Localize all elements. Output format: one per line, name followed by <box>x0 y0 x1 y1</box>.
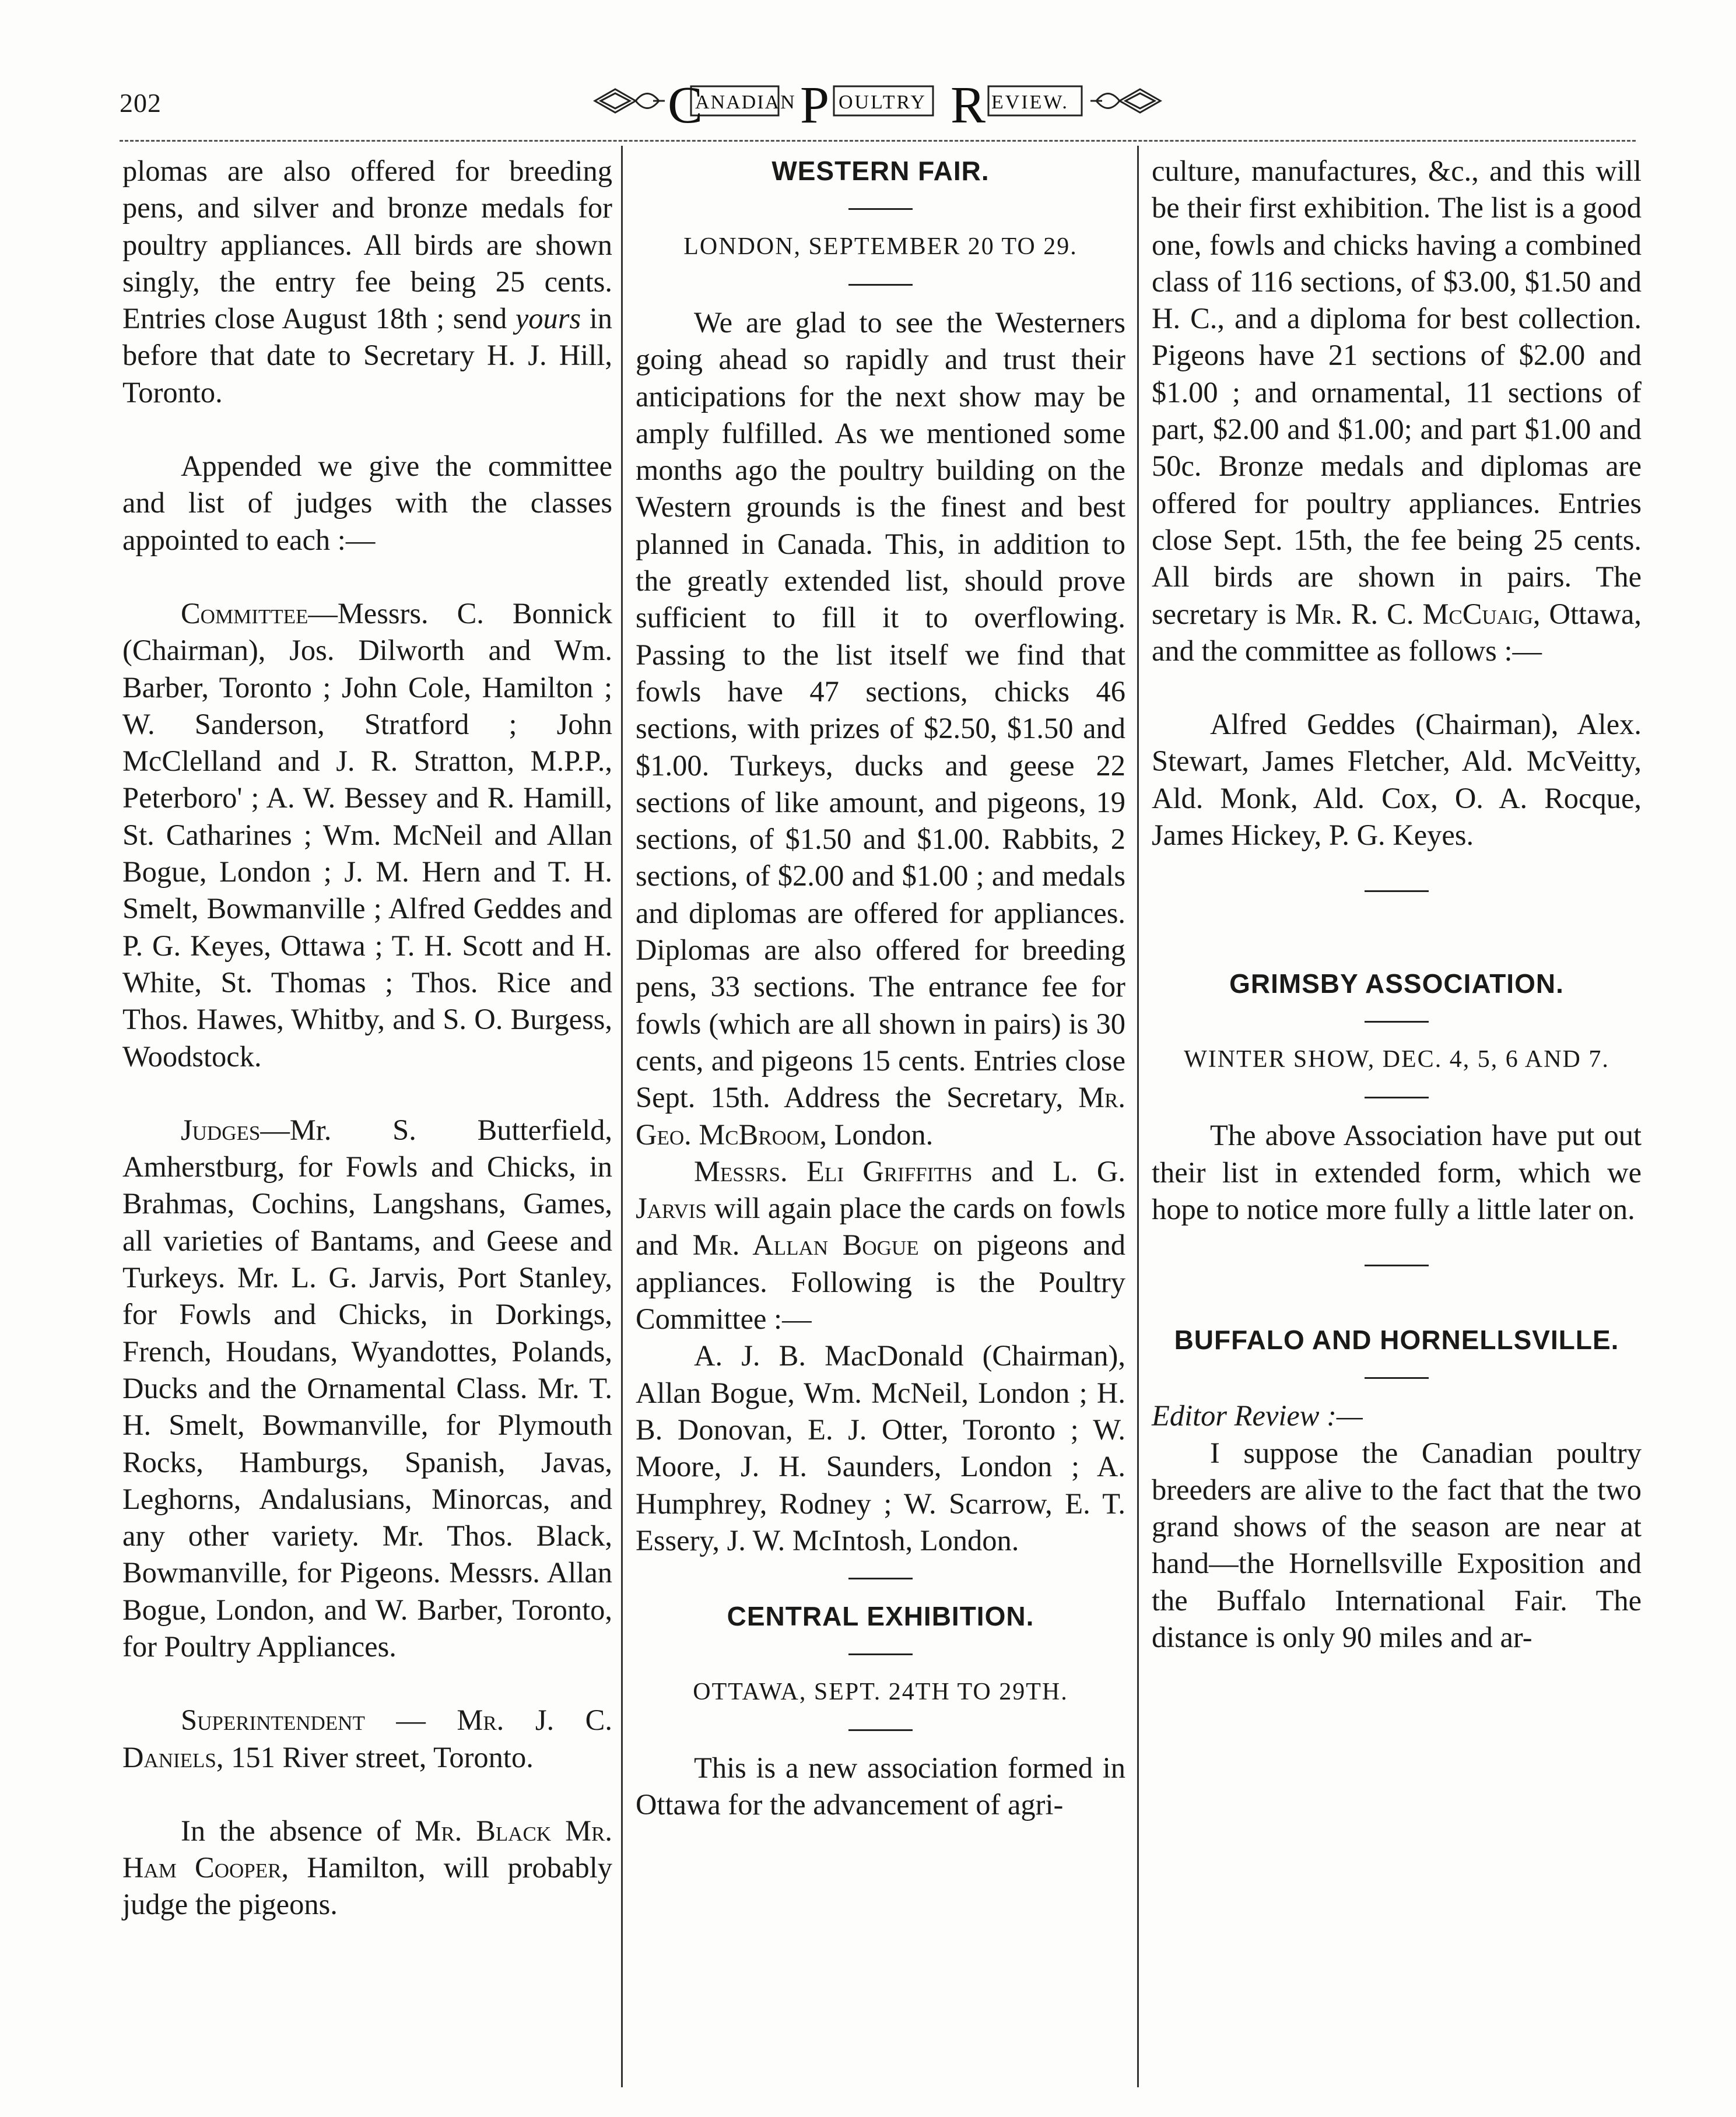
buffalo-heading: BUFFALO AND HORNELLSVILLE. <box>1174 1325 1619 1356</box>
masthead <box>589 69 1166 133</box>
masthead-word-oultry: OULTRY <box>839 92 927 113</box>
western-fair-heading: WESTERN FAIR. <box>771 156 990 186</box>
superintendent-paragraph: Superintendent — Mr. J. C. Daniels, 151 River street, Toronto. <box>122 1704 612 1774</box>
header-rule <box>120 140 1636 142</box>
editor-salutation: Editor Review :— <box>1152 1399 1363 1433</box>
masthead-initial-c: C <box>668 76 703 133</box>
column-divider-right <box>1137 146 1139 2087</box>
judges-paragraph: Judges—Mr. S. Butterfield, Amherstburg, for Fowls and Chicks, in Brahmas, Cochins, Langshans, Games, all varieties of Bantams, and Geese and Turkeys. Mr. L. G. Jarvis, Port Stanley, for Fowls and Chicks, in Dorkings, French, Houdans, Wyandottes, Polands, Ducks and the Ornamental Class. Mr. T. H. Smelt, Bowmanville, for Plymouth Rocks, Hamburgs, Spanish, Javas, Leghorns, Andalusians, Minorcas, and any other variety. Mr. Thos. Black, Bowmanville, for Pigeons. Messrs. Allan Bogue, London, and W. Barber, Toronto, for Poultry Appliances. <box>122 1113 612 1663</box>
masthead-logo <box>589 69 1166 133</box>
column-2 <box>636 153 1125 2077</box>
central-committee-paragraph: Alfred Geddes (Chairman), Alex. Stewart, James Fletcher, Ald. McVeitty, Ald. Monk, Ald. Cox, O. A. Rocque, James Hickey, P. G. Keyes. <box>1152 708 1642 852</box>
masthead-initial-p: P <box>800 76 830 133</box>
column-3 <box>1152 153 1642 2077</box>
masthead-word-eview: EVIEW. <box>991 92 1069 113</box>
western-committee-paragraph: A. J. B. MacDonald (Chairman), Allan Bogue, Wm. McNeil, London ; H. B. Donovan, E. J. Otter, Toronto ; W. Moore, J. H. Saunders, London ; A. Humphrey, Rodney ; W. Scarrow, E. T. Essery, J. W. McIntosh, London. <box>636 1339 1125 1557</box>
breeding-pens-paragraph: plomas are also offered for breeding pens, and silver and bronze medals for poultry appliances. All birds are shown singly, the entry fee being 25 cents. Entries close August 18th ; send yours in before that date to Secretary H. J. Hill, Toronto. <box>122 155 612 409</box>
central-continued-paragraph: culture, manufactures, &c., and this will be their first exhibition. The list is a good one, fowls and chicks having a combined class of 116 sections, of $3.00, $1.50 and H. C., and a diploma for best collection. Pigeons have 21 sections of $2.00 and $1.00 ; and ornamental, 11 sections of part, $2.00 and $1.00; and part $1.00 and 50c. Bronze medals and diplomas are offered for poultry appliances. Entries close Sept. 15th, the fee being 25 cents. All birds are shown in pairs. The secretary is Mr. R. C. McCuaig, Ottawa, and the committee as follows :— <box>1152 155 1642 667</box>
appended-paragraph: Appended we give the committee and list of judges with the classes appointed to each :— <box>122 450 612 556</box>
page-number: 202 <box>120 88 162 118</box>
western-judges-paragraph: Messrs. Eli Griffiths and L. G. Jarvis will again place the cards on fowls and Mr. Allan Bogue on pigeons and appliances. Following is the Poultry Committee :— <box>636 1154 1126 1336</box>
grimsby-heading: GRIMSBY ASSOCIATION. <box>1229 968 1564 999</box>
committee-paragraph: Committee—Messrs. C. Bonnick (Chairman), Jos. Dilworth and Wm. Barber, Toronto ; John Cole, Hamilton ; W. Sanderson, Stratford ; John McClelland and J. R. Stratton, M.P.P., Peterboro' ; A. W. Bessey and R. Hamill, St. Catharines ; Wm. McNeil and Allan Bogue, London ; J. M. Hern and T. H. Smelt, Bowmanville ; Alfred Geddes and P. G. Keyes, Ottawa ; T. H. Scott and H. White, St. Thomas ; Thos. Rice and Thos. Hawes, Whitby, and S. O. Burgess, Woodstock. <box>122 596 612 1073</box>
western-fair-dates: LONDON, SEPTEMBER 20 TO 29. <box>683 233 1078 260</box>
column-1 <box>122 153 612 2077</box>
central-exhibition-heading: CENTRAL EXHIBITION. <box>727 1601 1034 1632</box>
left-ornament-icon <box>595 89 665 113</box>
grimsby-paragraph: The above Association have put out their list in extended form, which we hope to notice more fully a little later on. <box>1152 1119 1642 1226</box>
central-exhibition-paragraph: This is a new association formed in Ottawa for the advancement of agri- <box>636 1751 1125 1821</box>
absence-paragraph: In the absence of Mr. Black Mr. Ham Cooper, Hamilton, will probably judge the pigeons. <box>122 1814 612 1921</box>
column-divider-left <box>621 146 623 2087</box>
masthead-word-anadian: ANADIAN <box>695 92 796 113</box>
buffalo-paragraph: I suppose the Canadian poultry breeders are alive to the fact that the two grand shows of the season are near at hand—the Hornellsville Exposition and the Buffalo International Fair. The distance is only 90 miles and ar- <box>1152 1436 1642 1654</box>
grimsby-dates: WINTER SHOW, DEC. 4, 5, 6 AND 7. <box>1184 1046 1609 1073</box>
masthead-initial-r: R <box>951 76 986 133</box>
western-fair-paragraph: We are glad to see the Westerners going ahead so rapidly and trust their anticipations for the next show may be amply fulfilled. As we mentioned some months ago the poultry building on the Western grounds is the finest and best planned in Canada. This, in addition to the greatly extended list, should prove sufficient to fill it to overflowing. Passing to the list itself we find that fowls have 47 sections, chicks 46 sections, with prizes of $2.50, $1.50 and $1.00. Turkeys, ducks and geese 22 sections of like amount, and pigeons, 19 sections, of $1.50 and $1.00. Rabbits, 2 sections, of $2.00 and $1.00 ; and medals and diplomas are offered for appliances. Diplomas are also offered for breeding pens, 33 sections. The entrance fee for fowls (which are all shown in pairs) is 30 cents, and pigeons 15 cents. Entries close Sept. 15th. Address the Secretary, Mr. Geo. McBroom, London. <box>636 306 1125 1151</box>
right-ornament-icon <box>1090 89 1160 113</box>
central-exhibition-dates: OTTAWA, SEPT. 24TH TO 29TH. <box>693 1679 1068 1706</box>
